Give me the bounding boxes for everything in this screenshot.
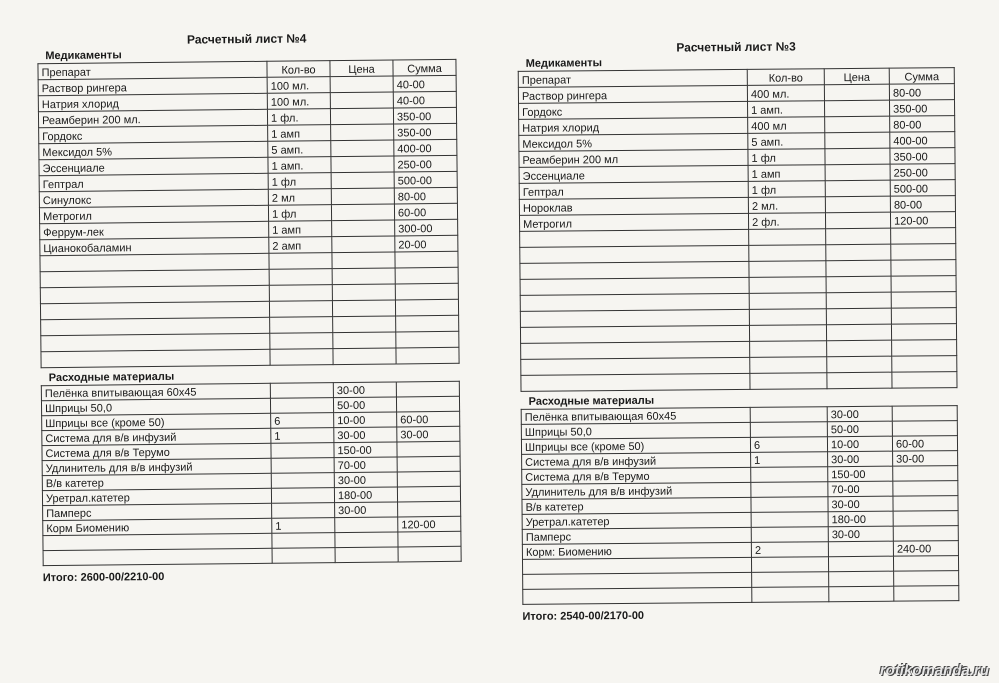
table-cell: 6 bbox=[750, 437, 827, 453]
table-cell bbox=[331, 204, 394, 221]
table-cell bbox=[750, 373, 827, 390]
table-cell bbox=[521, 341, 750, 359]
table-cell bbox=[521, 373, 750, 391]
total: Итого: 2600-00/2210-00 bbox=[42, 570, 165, 585]
table-cell bbox=[332, 300, 395, 317]
table-cell bbox=[331, 124, 394, 141]
table-cell bbox=[751, 512, 828, 528]
table-cell bbox=[330, 76, 393, 93]
table-cell: 30-00 bbox=[828, 496, 893, 512]
table-cell: Гептрал bbox=[39, 173, 268, 191]
table-cell: 10-00 bbox=[334, 412, 397, 428]
table-cell bbox=[332, 284, 395, 301]
table-cell: 30-00 bbox=[333, 382, 396, 398]
table-cell: Шприцы все (кроме 50) bbox=[521, 437, 750, 454]
table-cell: 1 амп. bbox=[748, 101, 825, 118]
table-cell: 60-00 bbox=[394, 203, 457, 220]
table-cell: Система для в/в инфузий bbox=[522, 452, 751, 469]
table-cell: 30-00 bbox=[334, 472, 397, 488]
sheet-title: Расчетный лист №3 bbox=[676, 39, 796, 55]
table-cell bbox=[749, 293, 826, 310]
table-cell bbox=[825, 196, 890, 213]
table-cell: 30-00 bbox=[893, 451, 958, 467]
table-cell: Реамберин 200 мл. bbox=[38, 109, 267, 127]
table-cell: Уретрал.катетер bbox=[522, 512, 751, 529]
table-cell bbox=[395, 251, 458, 268]
table-cell bbox=[398, 546, 461, 562]
table-cell: В/в катетер bbox=[522, 497, 751, 514]
table-cell: 1 фл bbox=[748, 149, 825, 166]
table-cell bbox=[396, 347, 459, 364]
table-cell bbox=[827, 356, 892, 373]
table-cell bbox=[749, 261, 826, 278]
table-cell: Раствор рингера bbox=[518, 85, 747, 103]
table-cell: Синулокс bbox=[39, 189, 268, 207]
table-cell bbox=[750, 341, 827, 358]
table-cell bbox=[272, 533, 335, 549]
table-cell bbox=[333, 316, 396, 333]
table-cell bbox=[826, 308, 891, 325]
table-cell bbox=[332, 252, 395, 269]
table-cell bbox=[395, 283, 458, 300]
table-cell bbox=[395, 299, 458, 316]
table-cell bbox=[751, 497, 828, 513]
table-cell bbox=[397, 486, 460, 502]
table-cell: 1 bbox=[272, 518, 335, 534]
table-cell bbox=[520, 325, 749, 343]
table-row bbox=[521, 372, 957, 392]
table-cell bbox=[331, 140, 394, 157]
sheet-title: Расчетный лист №4 bbox=[186, 31, 307, 47]
table-cell: Нороклав bbox=[519, 197, 748, 215]
table-cell bbox=[272, 503, 335, 519]
table-cell: 50-00 bbox=[333, 397, 396, 413]
table-cell bbox=[827, 340, 892, 357]
table-cell: 80-00 bbox=[890, 196, 955, 213]
table-cell bbox=[749, 309, 826, 326]
header-cell: Кол-во bbox=[267, 61, 330, 78]
section-medications: Медикаменты bbox=[45, 49, 122, 63]
table-row bbox=[523, 586, 959, 605]
table-cell: 1 амп bbox=[748, 165, 825, 182]
table-cell: Реамберин 200 мл bbox=[519, 149, 748, 167]
table-cell: 30-00 bbox=[397, 426, 460, 442]
table-cell bbox=[330, 92, 393, 109]
table-cell: 350-00 bbox=[393, 107, 456, 124]
header-cell: Кол-во bbox=[747, 69, 824, 86]
table-cell bbox=[825, 116, 890, 133]
table-cell bbox=[893, 526, 958, 542]
table-cell: Эссенциале bbox=[519, 165, 748, 183]
table-cell bbox=[893, 466, 958, 482]
table-cell bbox=[270, 398, 333, 414]
table-cell: 30-00 bbox=[335, 502, 398, 518]
table-cell bbox=[270, 333, 333, 350]
table-cell bbox=[749, 245, 826, 262]
table-cell: Уретрал.катетер bbox=[42, 488, 271, 505]
table-cell bbox=[892, 340, 957, 357]
table-cell bbox=[333, 348, 396, 365]
table-cell bbox=[269, 301, 332, 318]
table-cell: Гордокс bbox=[39, 125, 268, 143]
table-cell bbox=[826, 292, 891, 309]
table-cell bbox=[398, 531, 461, 547]
table-cell bbox=[749, 229, 826, 246]
table-cell bbox=[43, 548, 272, 565]
table-cell: Система для в/в Терумо bbox=[42, 443, 271, 460]
table-cell: 80-00 bbox=[889, 84, 954, 101]
table-cell: 10-00 bbox=[827, 436, 892, 452]
table-cell: Система для в/в инфузий bbox=[42, 428, 271, 445]
table-cell bbox=[395, 267, 458, 284]
table-cell: 2 мл bbox=[268, 189, 331, 206]
table-cell: Шприцы 50,0 bbox=[521, 422, 750, 439]
table-cell: 300-00 bbox=[395, 219, 458, 236]
section-medications: Медикаменты bbox=[525, 57, 603, 70]
table-cell: Гордокс bbox=[519, 101, 748, 119]
table-cell: 5 амп. bbox=[268, 141, 331, 158]
table-cell bbox=[891, 308, 956, 325]
supplies-table bbox=[521, 405, 960, 605]
table-cell bbox=[751, 467, 828, 483]
table-cell: 400 мл. bbox=[747, 85, 824, 102]
table-cell: 40-00 bbox=[393, 91, 456, 108]
table-cell bbox=[335, 547, 398, 563]
table-cell bbox=[751, 557, 828, 573]
table-cell bbox=[829, 586, 894, 602]
watermark: rotikomanda.ru bbox=[879, 662, 989, 679]
sheet-right bbox=[517, 38, 959, 623]
table-cell bbox=[826, 276, 891, 293]
header-cell: Препарат bbox=[518, 69, 747, 87]
table-cell bbox=[825, 212, 890, 229]
table-cell bbox=[826, 228, 891, 245]
table-cell bbox=[825, 164, 890, 181]
table-cell bbox=[333, 332, 396, 349]
table-cell bbox=[891, 292, 956, 309]
table-cell bbox=[893, 556, 958, 572]
table-cell bbox=[749, 277, 826, 294]
table-cell bbox=[331, 156, 394, 173]
table-cell bbox=[396, 381, 459, 397]
table-cell bbox=[270, 349, 333, 366]
table-cell bbox=[892, 372, 957, 389]
total: Итого: 2540-00/2170-00 bbox=[522, 609, 645, 623]
table-cell bbox=[750, 357, 827, 374]
table-cell bbox=[332, 268, 395, 285]
table-cell: 150-00 bbox=[828, 466, 893, 482]
table-cell: 60-00 bbox=[397, 411, 460, 427]
table-cell: Натрия хлорид bbox=[519, 117, 748, 135]
table-cell bbox=[891, 276, 956, 293]
table-cell bbox=[826, 324, 891, 341]
table-cell: Гептрал bbox=[519, 181, 748, 199]
table-cell bbox=[891, 228, 956, 245]
table-cell: 30-00 bbox=[334, 427, 397, 443]
section-supplies: Расходные материалы bbox=[48, 370, 175, 385]
table-cell bbox=[826, 260, 891, 277]
table-cell bbox=[331, 188, 394, 205]
table-cell bbox=[269, 285, 332, 302]
table-cell: 2 bbox=[751, 542, 828, 558]
table-cell bbox=[828, 556, 893, 572]
table-cell: 100 мл. bbox=[267, 93, 330, 110]
table-cell bbox=[332, 220, 395, 237]
supplies-table bbox=[41, 381, 462, 566]
table-cell bbox=[751, 482, 828, 498]
table-cell: Метрогил bbox=[519, 213, 748, 231]
table-cell: 1 bbox=[751, 452, 828, 468]
section-supplies: Расходные материалы bbox=[528, 394, 655, 408]
table-cell: 180-00 bbox=[828, 511, 893, 527]
table-cell: 250-00 bbox=[890, 164, 955, 181]
table-cell: Пелёнка впитывающая 60х45 bbox=[521, 407, 750, 424]
table-cell bbox=[523, 587, 752, 604]
table-cell: Эссенциале bbox=[39, 157, 268, 175]
table-cell: Раствор рингера bbox=[38, 77, 267, 95]
table-cell: 1 bbox=[271, 428, 334, 444]
table-cell bbox=[272, 548, 335, 564]
table-cell: В/в катетер bbox=[42, 473, 271, 490]
table-cell: 500-00 bbox=[394, 171, 457, 188]
table-cell bbox=[397, 456, 460, 472]
table-cell: 120-00 bbox=[398, 516, 461, 532]
table-cell: Натрия хлорид bbox=[38, 93, 267, 111]
table-cell bbox=[751, 527, 828, 543]
table-cell: 1 фл bbox=[268, 205, 331, 222]
table-cell bbox=[271, 458, 334, 474]
table-cell: 350-00 bbox=[394, 123, 457, 140]
table-cell: Шприцы все (кроме 50) bbox=[42, 413, 271, 430]
table-cell: 30-00 bbox=[828, 451, 893, 467]
table-cell: 2 мл. bbox=[748, 197, 825, 214]
table-cell: 1 фл bbox=[268, 173, 331, 190]
header-cell: Цена bbox=[330, 60, 393, 77]
table-cell: 1 фл bbox=[748, 181, 825, 198]
header-cell: Сумма bbox=[393, 59, 456, 76]
table-cell bbox=[41, 349, 270, 367]
table-cell bbox=[891, 244, 956, 261]
table-cell: 30-00 bbox=[828, 526, 893, 542]
table-cell: Мексидол 5% bbox=[519, 133, 748, 151]
table-cell: 1 амп bbox=[269, 221, 332, 238]
table-cell bbox=[825, 148, 890, 165]
table-cell: 70-00 bbox=[334, 457, 397, 473]
table-cell: Корм: Биомению bbox=[522, 542, 751, 559]
table-cell: 250-00 bbox=[394, 155, 457, 172]
table-cell: 30-00 bbox=[827, 406, 892, 422]
table-cell: 1 амп bbox=[268, 125, 331, 142]
table-cell: 80-00 bbox=[394, 187, 457, 204]
table-cell bbox=[892, 421, 957, 437]
table-cell: 350-00 bbox=[890, 148, 955, 165]
table-cell bbox=[520, 309, 749, 327]
table-row bbox=[43, 546, 461, 565]
table-cell: 50-00 bbox=[827, 421, 892, 437]
table-cell bbox=[827, 372, 892, 389]
table-cell bbox=[271, 488, 334, 504]
table-cell: Цианокобаламин bbox=[40, 237, 269, 255]
header-cell: Препарат bbox=[38, 61, 267, 79]
table-row bbox=[41, 347, 459, 367]
table-cell: 100 мл. bbox=[267, 77, 330, 94]
table-cell: 60-00 bbox=[892, 436, 957, 452]
table-cell bbox=[828, 541, 893, 557]
table-cell: Феррум-лек bbox=[40, 221, 269, 239]
table-cell bbox=[398, 501, 461, 517]
table-cell: 350-00 bbox=[889, 100, 954, 117]
table-cell: 120-00 bbox=[890, 212, 955, 229]
table-cell: 20-00 bbox=[395, 235, 458, 252]
table-cell: 400-00 bbox=[890, 132, 955, 149]
table-cell bbox=[271, 443, 334, 459]
table-cell bbox=[750, 407, 827, 423]
medications-table bbox=[518, 67, 958, 392]
table-cell bbox=[521, 357, 750, 375]
table-cell: Шприцы 50,0 bbox=[41, 398, 270, 415]
table-cell: 1 амп. bbox=[268, 157, 331, 174]
table-cell bbox=[397, 471, 460, 487]
table-cell bbox=[269, 269, 332, 286]
table-cell bbox=[335, 532, 398, 548]
table-cell: Мексидол 5% bbox=[39, 141, 268, 159]
table-cell: 5 амп. bbox=[748, 133, 825, 150]
table-cell bbox=[891, 260, 956, 277]
medications-table bbox=[37, 59, 459, 368]
table-cell bbox=[825, 132, 890, 149]
table-cell bbox=[396, 331, 459, 348]
table-cell bbox=[891, 324, 956, 341]
table-cell bbox=[396, 396, 459, 412]
table-cell bbox=[824, 100, 889, 117]
table-cell bbox=[825, 180, 890, 197]
table-cell bbox=[397, 441, 460, 457]
table-cell bbox=[824, 84, 889, 101]
table-cell bbox=[829, 571, 894, 587]
table-cell: 1 фл. bbox=[267, 109, 330, 126]
sheet-left bbox=[37, 30, 462, 584]
table-cell bbox=[269, 253, 332, 270]
table-cell: Памперс bbox=[522, 527, 751, 544]
table-cell: 400 мл bbox=[748, 117, 825, 134]
table-cell bbox=[750, 422, 827, 438]
table-cell: 80-00 bbox=[890, 116, 955, 133]
table-cell: Система для в/в Терумо bbox=[522, 467, 751, 484]
table-cell: Удлинитель для в/в инфузий bbox=[42, 458, 271, 475]
header-cell: Сумма bbox=[889, 68, 954, 85]
table-cell bbox=[330, 108, 393, 125]
table-cell: 150-00 bbox=[334, 442, 397, 458]
table-cell bbox=[752, 572, 829, 588]
table-cell bbox=[894, 571, 959, 587]
table-cell: 2 фл. bbox=[748, 213, 825, 230]
table-cell bbox=[893, 511, 958, 527]
table-cell: 40-00 bbox=[393, 75, 456, 92]
table-cell: 70-00 bbox=[828, 481, 893, 497]
table-cell bbox=[332, 236, 395, 253]
table-cell: Метрогил bbox=[39, 205, 268, 223]
table-cell bbox=[826, 244, 891, 261]
table-cell: Корм Биомению bbox=[43, 518, 272, 535]
table-cell: 6 bbox=[271, 413, 334, 429]
table-cell bbox=[749, 325, 826, 342]
table-cell bbox=[331, 172, 394, 189]
header-cell: Цена bbox=[824, 68, 889, 85]
table-cell: Удлинитель для в/в инфузий bbox=[522, 482, 751, 499]
table-cell bbox=[270, 317, 333, 334]
table-cell: Памперс bbox=[43, 503, 272, 520]
table-cell: 180-00 bbox=[334, 487, 397, 503]
table-cell bbox=[892, 356, 957, 373]
table-cell: Пелёнка впитывающая 60х45 bbox=[41, 383, 270, 400]
table-cell: 240-00 bbox=[893, 541, 958, 557]
table-cell bbox=[335, 517, 398, 533]
table-cell bbox=[893, 496, 958, 512]
table-cell bbox=[396, 315, 459, 332]
table-cell bbox=[894, 586, 959, 602]
table-cell: 2 амп bbox=[269, 237, 332, 254]
table-cell bbox=[892, 406, 957, 422]
table-cell bbox=[270, 383, 333, 399]
table-cell bbox=[271, 473, 334, 489]
table-cell: 400-00 bbox=[394, 139, 457, 156]
table-cell: 500-00 bbox=[890, 180, 955, 197]
table-cell bbox=[752, 587, 829, 603]
table-cell bbox=[893, 481, 958, 497]
